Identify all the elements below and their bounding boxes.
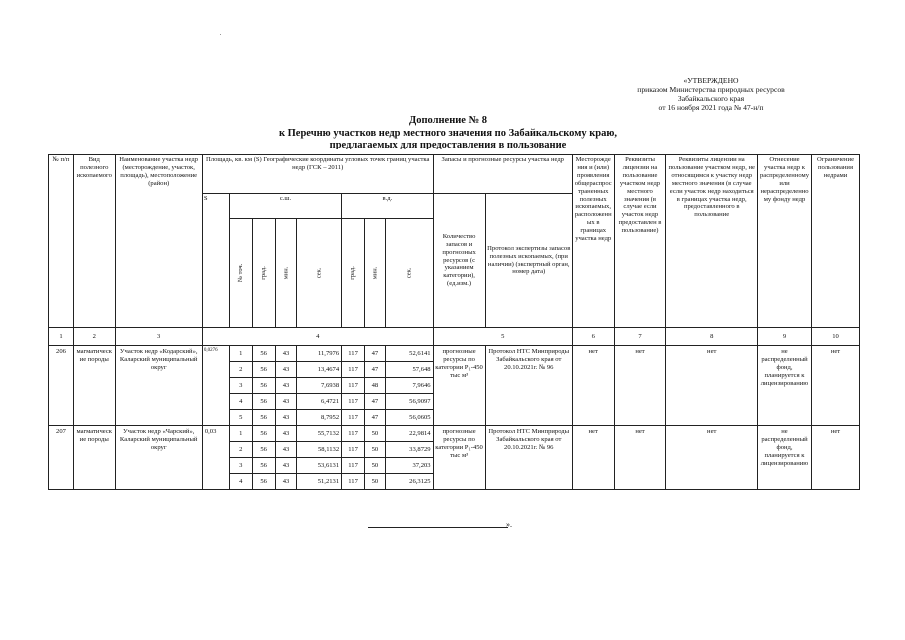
subsoil-table <box>48 154 860 490</box>
table-cell: 47 <box>365 346 386 362</box>
table-cell: 8,7952 <box>297 410 342 426</box>
column-number: 9 <box>757 328 811 346</box>
table-cell: 56 <box>252 346 275 362</box>
table-cell: 56,9097 <box>385 394 433 410</box>
table-cell: прогнозные ресурсы по категории P₁-450 тыс м³ <box>433 426 485 490</box>
table-cell: 117 <box>342 426 365 442</box>
table-cell: 37,203 <box>385 458 433 474</box>
header-label: мин. <box>370 266 378 280</box>
title-line: к Перечню участков недр местного значения по Забайкальскому краю, <box>278 127 618 139</box>
header-cell: Реквизиты лицензии на пользование участком недр, не относящимся к участку недр местного значения (в случае если участок недр находиться в границах участка недр, предоставленного в пользование <box>666 155 757 328</box>
column-number: 8 <box>666 328 757 346</box>
table-cell: 43 <box>275 458 297 474</box>
table-cell: нет <box>666 346 757 426</box>
table-cell: 56 <box>252 474 275 490</box>
table-cell: 56,0605 <box>385 410 433 426</box>
footer-mark: ». <box>506 520 512 529</box>
table-cell: 56 <box>252 426 275 442</box>
header-cell: Запасы и прогнозные ресурсы участка недр <box>433 155 572 194</box>
header-cell: Наименование участка недр (месторождение, участок, площадь), местоположение (район) <box>115 155 202 328</box>
table-cell: 7,6938 <box>297 378 342 394</box>
table-cell: 117 <box>342 410 365 426</box>
table-cell: магматические породы <box>73 346 115 426</box>
table-cell: 56 <box>252 458 275 474</box>
table-cell: 117 <box>342 378 365 394</box>
table-cell: 5 <box>229 410 252 426</box>
table-cell: нет <box>614 346 666 426</box>
table-cell: 50 <box>365 442 386 458</box>
table-cell: нет <box>666 426 757 490</box>
table-cell: 50 <box>365 458 386 474</box>
table-cell: 6,4721 <box>297 394 342 410</box>
table-cell: 7,9646 <box>385 378 433 394</box>
table-cell: 117 <box>342 394 365 410</box>
table-cell: 43 <box>275 394 297 410</box>
table-cell: Участок недр «Кодарский», Каларский муниципальный округ <box>115 346 202 426</box>
header-label: мин. <box>282 266 290 280</box>
header-cell <box>229 219 252 328</box>
table-cell: магматические породы <box>73 426 115 490</box>
table-cell: 50 <box>365 474 386 490</box>
table-cell: 0,03 <box>202 426 229 490</box>
table-cell: не распределенный фонд, планируется к лицензированию <box>757 426 811 490</box>
table-cell: 1 <box>229 346 252 362</box>
header-label: № точ. <box>236 263 244 283</box>
table-cell: 117 <box>342 362 365 378</box>
table-cell: 33,8729 <box>385 442 433 458</box>
header-cell <box>275 219 297 328</box>
table-cell: 57,648 <box>385 362 433 378</box>
table-cell: 26,3125 <box>385 474 433 490</box>
approval-stamp <box>606 76 816 112</box>
table-cell: 56 <box>252 362 275 378</box>
header-row <box>49 155 860 194</box>
table-cell: 0,0276 <box>202 346 229 426</box>
approval-line: Забайкальского края <box>677 94 745 103</box>
header-cell: с.ш. <box>229 194 341 219</box>
header-cell <box>252 219 275 328</box>
column-number: 6 <box>572 328 614 346</box>
table-cell: 117 <box>342 458 365 474</box>
document-title <box>228 115 668 149</box>
column-number: 1 <box>49 328 74 346</box>
table-cell: 51,2131 <box>297 474 342 490</box>
table-cell: 43 <box>275 378 297 394</box>
table-cell: 117 <box>342 442 365 458</box>
header-cell: Ограничение пользования недрами <box>812 155 860 328</box>
approval-line: от 16 ноября 2021 года № 47-н/п <box>658 103 764 112</box>
table-cell: 22,9814 <box>385 426 433 442</box>
column-number: 10 <box>812 328 860 346</box>
table-cell: 117 <box>342 346 365 362</box>
table-cell: Участок недр «Чарский», Каларский муниципальный округ <box>115 426 202 490</box>
table-cell: 52,6141 <box>385 346 433 362</box>
scan-speck <box>220 34 221 35</box>
column-number-row <box>49 328 860 346</box>
header-label: град. <box>349 266 357 280</box>
title-line: Дополнение № 8 <box>408 115 488 126</box>
table-cell: нет <box>572 346 614 426</box>
table-cell: 11,7976 <box>297 346 342 362</box>
table-cell: 4 <box>229 394 252 410</box>
table-cell: 13,4674 <box>297 362 342 378</box>
table-cell: 207 <box>49 426 74 490</box>
table-row <box>49 426 860 442</box>
table-cell: 47 <box>365 410 386 426</box>
table-row <box>49 346 860 362</box>
title-line: предлагаемых для предоставления в пользование <box>329 140 567 149</box>
table-cell: 47 <box>365 394 386 410</box>
header-cell: Отнесение участка недр к распределенному или нераспределенному фонду недр <box>757 155 811 328</box>
header-label: град. <box>259 266 267 280</box>
header-cell <box>342 219 365 328</box>
table-cell: 47 <box>365 362 386 378</box>
table-cell: 43 <box>275 362 297 378</box>
table-cell: 56 <box>252 410 275 426</box>
header-cell: Реквизиты лицензии на пользование участком недр местного значения (в случае если участок недр предоставлен в пользование) <box>614 155 666 328</box>
table-cell: не распределенный фонд, планируется к лицензированию <box>757 346 811 426</box>
table-cell: 43 <box>275 474 297 490</box>
header-cell: Количество запасов и прогнозных ресурсов (с указанием категории), (ед.изм.) <box>433 194 485 328</box>
table-cell: 206 <box>49 346 74 426</box>
table-cell: прогнозные ресурсы по категории P₁-450 тыс м³ <box>433 346 485 426</box>
column-number: 3 <box>115 328 202 346</box>
column-number: 7 <box>614 328 666 346</box>
header-label: сек. <box>405 267 413 279</box>
table-cell: 43 <box>275 426 297 442</box>
approval-line: «УТВЕРЖДЕНО <box>683 76 739 85</box>
header-cell: S <box>202 194 229 328</box>
header-cell <box>297 219 342 328</box>
approval-line: приказом Министерства природных ресурсов <box>637 85 785 94</box>
table-cell: 3 <box>229 458 252 474</box>
table-cell: нет <box>572 426 614 490</box>
table-cell: 56 <box>252 378 275 394</box>
table-cell: 2 <box>229 362 252 378</box>
table-cell: 1 <box>229 426 252 442</box>
table-cell: нет <box>812 346 860 426</box>
column-number: 4 <box>202 328 433 346</box>
header-label: сек. <box>315 267 323 279</box>
table-cell: 50 <box>365 426 386 442</box>
table-cell: 48 <box>365 378 386 394</box>
table-cell: 3 <box>229 378 252 394</box>
header-cell <box>365 219 386 328</box>
table-cell: 117 <box>342 474 365 490</box>
table-cell: Протокол НТС Минприроды Забайкальского края от 20.10.2021г. № 96 <box>485 346 572 426</box>
footer-line <box>368 527 508 528</box>
header-cell: Месторождения и (или) проявления общераспространенных полезных ископаемых, расположенных в границах участка недр <box>572 155 614 328</box>
table-cell: 43 <box>275 410 297 426</box>
header-cell: № п/п <box>49 155 74 328</box>
header-cell: Вид полезного ископаемого <box>73 155 115 328</box>
table-cell: 43 <box>275 346 297 362</box>
table-cell: нет <box>614 426 666 490</box>
table-cell: 55,7132 <box>297 426 342 442</box>
header-cell: в.д. <box>342 194 433 219</box>
table-cell: 58,1132 <box>297 442 342 458</box>
column-number: 2 <box>73 328 115 346</box>
table-cell: 2 <box>229 442 252 458</box>
table-cell: 4 <box>229 474 252 490</box>
table-cell: 56 <box>252 394 275 410</box>
header-cell: Площадь, кв. км (S) Географические координаты угловых точек границ участка недр (ГСК – 2011) <box>202 155 433 194</box>
table-cell: нет <box>812 426 860 490</box>
table-body <box>49 346 860 490</box>
column-number: 5 <box>433 328 572 346</box>
table-cell: 56 <box>252 442 275 458</box>
table-cell: Протокол НТС Минприроды Забайкальского края от 20.10.2021г. № 96 <box>485 426 572 490</box>
table-cell: 43 <box>275 442 297 458</box>
header-cell: Протокол экспертизы запасов полезных ископаемых, (при наличии) (экспертный орган, номер дата) <box>485 194 572 328</box>
header-cell <box>385 219 433 328</box>
table-cell: 53,6131 <box>297 458 342 474</box>
